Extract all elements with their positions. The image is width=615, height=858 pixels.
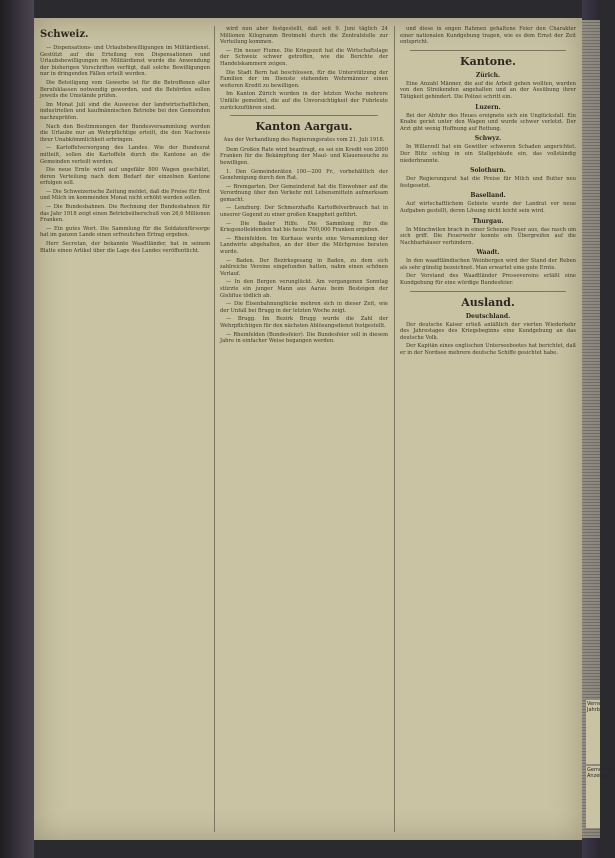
section-heading-ausland: Ausland. bbox=[461, 295, 515, 309]
article-paragraph: Dem Großen Rate wird beantragt, es sei ein Kredit von 2000 Franken für die Bekämpfung der Maul- und Klauenseuche zu bewilligen. bbox=[220, 146, 388, 166]
article-list bbox=[220, 26, 388, 111]
article-paragraph: — Kartoffelversorgung des Landes. Wie der Bundesrat mitteilt, sollen die Kartoffeln durch die Kantone an die Gemeinden verteilt werden. bbox=[40, 145, 210, 165]
article-paragraph: — Rheinfelden. Im Kurhaus wurde eine Versammlung der Landwirte abgehalten, an der über die Milchpreise beraten wurde. bbox=[220, 235, 388, 256]
article-paragraph: Im Monat Juli sind die Ausweise der landwirtschaftlichen, industriellen und kaufmännischen Betriebe bei den Gemeinden nachzuprüfen. bbox=[40, 101, 210, 121]
article-paragraph: — Die Eisenbahnunglücke mehren sich in dieser Zeit, wie der Unfall bei Brugg in der letzten Woche zeigt. bbox=[220, 301, 388, 314]
article-paragraph: — In den Bergen verunglückt. Am vergangenen Sonntag stürzte ein junger Mann aus Aarau beim Besteigen der Gisliflue tödlich ab. bbox=[220, 279, 388, 299]
section-heading-kantone: Kantone. bbox=[460, 54, 516, 68]
edge-tab-label: Verner Jahrb. bbox=[586, 700, 600, 764]
column-middle bbox=[220, 26, 388, 832]
article-paragraph: In Willerzell hat ein Gewitter schweren Schaden angerichtet. Der Blitz schlug in ein Stallgebäude ein, das vollständig niederbrannte. bbox=[400, 144, 576, 164]
article-paragraph: wird nun aber festgestellt, daß seit 9. Juni täglich 24 Millionen Kilogramm Brotmehl durch die Zentralstelle zur Verteilung kommen. bbox=[220, 26, 388, 46]
article-paragraph: — Ein neuer Fiume. Die Kriegszeit hat die Wirtschaftslage der Schweiz schwer getroffen, wie die Berichte der Handelskammern zeigen. bbox=[220, 47, 388, 67]
book-binding-left bbox=[0, 0, 34, 858]
article-paragraph: Eine Anzahl Männer, die auf die Arbeit gehen wollten, wurden von den Streikenden angehalten und an der Ausübung ihrer Tätigkeit gehindert. Die Polizei schritt ein. bbox=[400, 80, 576, 100]
article-list bbox=[40, 45, 210, 254]
article-paragraph: — Dispensations- und Urlaubsbewilligungen im Militärdienst. Gestützt auf die Erteilung von Dispensationen und Urlaubsbewilligungen im Militärdienst wurde die Anwendung der bisherigen Vorschriften verfügt, daß solche Bewilligungen nur in dringenden Fällen erteilt werden. bbox=[40, 45, 210, 78]
column-rule bbox=[394, 26, 395, 832]
article-paragraph: Die Stadt Bern hat beschlossen, für die Unterstützung der Familien der im Dienste stehenden Wehrmänner einen weiteren Kredit zu bewilligen. bbox=[220, 69, 388, 89]
article-paragraph: Nach den Bestimmungen der Bundesversammlung werden die Urlaube nur an Wehrpflichtige erteilt, die den Nachweis ihrer Unabkömmlichkeit erbringen. bbox=[40, 123, 210, 143]
divider bbox=[410, 50, 566, 51]
section-subheading-deutschland: Deutschland. bbox=[465, 312, 511, 320]
column-right bbox=[400, 26, 576, 832]
article-paragraph: — Bremgarten. Der Gemeinderat hat die Einwohner auf die Verordnung über den Verkehr mit Lebensmitteln aufmerksam gemacht. bbox=[220, 183, 388, 203]
divider bbox=[410, 291, 566, 292]
article-paragraph: Der Vorstand des Waadtländer Pressevereins erläßt eine Kundgebung für eine würdige Bundesfeier. bbox=[400, 273, 576, 287]
article-paragraph: — Die Basler Hilfe. Die Sammlung für die Kriegsnotleidenden hat bis heute 700,000 Franken ergeben. bbox=[220, 220, 388, 234]
article-paragraph: Die Beteiligung vom Gewerbe ist für die Betroffenen aller Berufsklassen notwendig geworden, und die Behörden sollen jeweils die Umstände prüfen. bbox=[40, 79, 210, 100]
canton-heading: Luzern. bbox=[475, 103, 501, 111]
canton-heading: Schwyz. bbox=[474, 135, 502, 143]
newspaper-page bbox=[34, 18, 582, 840]
canton-heading: Thurgau. bbox=[472, 217, 504, 225]
article-paragraph: Die neue Ernte wird auf ungefähr 800 Wagen geschätzt, deren Verteilung nach dem Bedarf der einzelnen Kantone erfolgen soll. bbox=[40, 167, 210, 187]
article-paragraph: — Lenzburg. Der Schmerzhafte Kartoffelverbrauch hat in unserer Gegend zu einer großen Knappheit geführt. bbox=[220, 205, 388, 219]
canton-heading: Baselland. bbox=[470, 192, 506, 200]
article-list bbox=[220, 147, 388, 345]
article-paragraph: In den waadtländischen Weinbergen wird der Stand der Reben als sehr günstig bezeichnet. Man erwartet eine gute Ernte. bbox=[400, 258, 576, 271]
article-paragraph: — Baden. Der Bezirksgesang in Baden, zu dem sich zahlreiche Vereine eingefunden hatten, nahm einen schönen Verlauf. bbox=[220, 257, 388, 277]
column-left bbox=[40, 26, 210, 832]
canton-heading: Solothurn. bbox=[470, 167, 506, 175]
article-paragraph: — Die Bundesbahnen. Die Rechnung der Bundesbahnen für das Jahr 1918 zeigt einen Betriebsüberschuß von 26,6 Millionen Franken. bbox=[40, 204, 210, 224]
article-paragraph: und diese in engen Rahmen gehaltene Feier den Charakter einer nationalen Kundgebung tragen, wie es dem Ernst der Zeit entspricht. bbox=[400, 26, 576, 46]
article-paragraph: — Die Schweizerische Zeitung meldet, daß die Preise für Brot und Milch im kommenden Monat nicht erhöht werden sollen. bbox=[40, 188, 210, 202]
article-paragraph: — Rheinfelden (Bundesfeier). Die Bundesfeier soll in diesem Jahre in einfacher Weise begangen werden. bbox=[220, 331, 388, 345]
canton-heading: Waadt. bbox=[476, 249, 500, 257]
article-paragraph: Der Kapitän eines englischen Unterseebootes hat berichtet, daß er in der Nordsee mehrere deutsche Schiffe gesichtet habe. bbox=[400, 343, 576, 357]
article-paragraph: In Münchwilen brach in einer Scheune Feuer aus, das rasch um sich griff. Die Feuerwehr konnte ein Übergreifen auf die Nachbarhäuser verhindern. bbox=[400, 226, 576, 246]
article-paragraph: — Ein gutes Wort. Die Sammlung für die Soldatenfürsorge hat im ganzen Lande einen erfreulichen Ertrag ergeben. bbox=[40, 225, 210, 239]
article-paragraph: Der Regierungsrat hat die Preise für Milch und Butter neu festgesetzt. bbox=[400, 176, 576, 189]
article-paragraph: — Brugg. Im Bezirk Brugg wurde die Zahl der Wehrpflichtigen für den nächsten Ablösungsdienst festgestellt. bbox=[220, 316, 388, 329]
article-paragraph: Der deutsche Kaiser erließ anläßlich der vierten Wiederkehr des Jahrestages des Kriegsbeginns eine Kundgebung an das deutsche Volk. bbox=[400, 321, 576, 341]
section-heading-schweiz: Schweiz. bbox=[40, 29, 89, 40]
article-list bbox=[400, 26, 576, 46]
article-paragraph: 1. Den Gemeinderäten 100—200 Fr., vorbehältlich der Genehmigung durch den Rat. bbox=[220, 168, 388, 182]
section-subheading: Aus der Verhandlung des Regierungsrates vom 21. Juli 1918. bbox=[223, 137, 385, 144]
divider bbox=[230, 115, 378, 116]
section-heading-aargau: Kanton Aargau. bbox=[255, 120, 353, 134]
canton-heading: Zürich. bbox=[475, 71, 501, 79]
canton-sections bbox=[400, 72, 576, 287]
article-paragraph: Auf wirtschaftlichem Gebiete wurde der Landrat vor neue Aufgaben gestellt, deren Lösung nicht leicht sein wird. bbox=[400, 201, 576, 214]
article-paragraph: Bei der Abfuhr des Heues ereignete sich ein Unglücksfall. Ein Knabe geriet unter den Wagen und wurde schwer verletzt. Der Arzt gibt wenig Hoffnung auf Rettung. bbox=[400, 112, 576, 132]
article-list bbox=[400, 322, 576, 357]
edge-tab-label: Gemeinde-Anzeiger bbox=[586, 766, 600, 828]
article-paragraph: Herr Secretan, der bekannte Waadtländer, hat in seinem Blatte einen Artikel über die Lage des Landes veröffentlicht. bbox=[40, 241, 210, 254]
column-rule bbox=[214, 26, 215, 832]
article-paragraph: Im Kanton Zürich wurden in der letzten Woche mehrere Unfälle gemeldet, die auf die Unvorsichtigkeit der Fuhrleute zurückzuführen sind. bbox=[220, 91, 388, 111]
